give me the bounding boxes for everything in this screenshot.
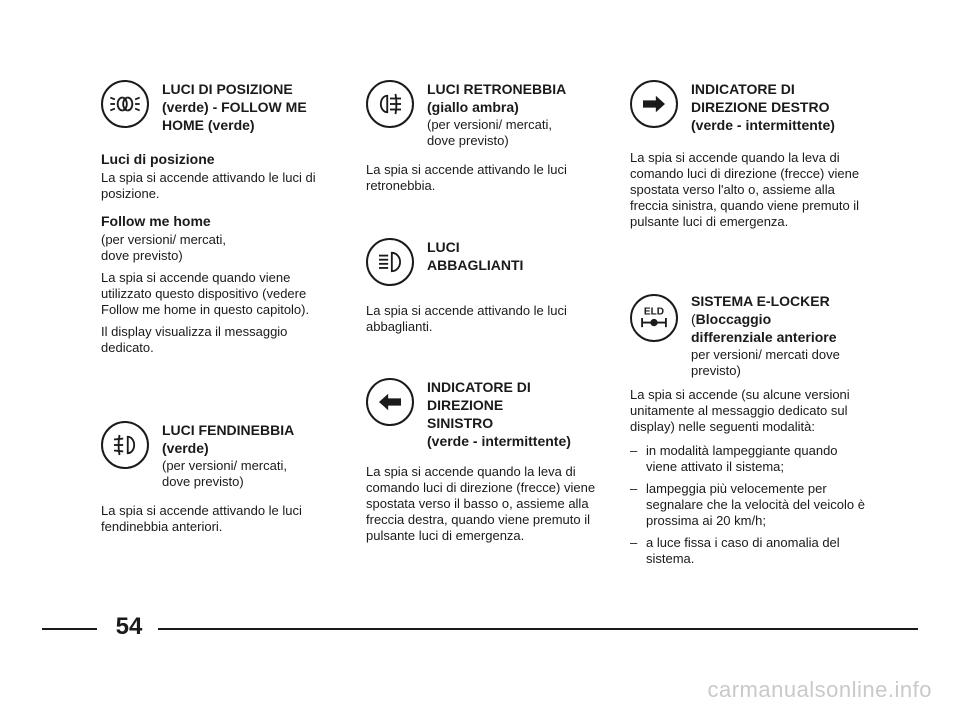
display-message-desc: Il display visualizza il messaggio dedicato. — [101, 324, 288, 355]
footer-rule-right — [158, 628, 918, 630]
page-number: 54 — [115, 613, 143, 640]
rear-fog-note: (per versioni/ mercati, dove previsto) — [427, 117, 552, 148]
elocker-note: per versioni/ mercati dove previsto) — [691, 347, 840, 378]
follow-me-home-subhead: Follow me home — [101, 213, 211, 229]
elocker-desc — [630, 387, 870, 573]
left-indicator-title: INDICATORE DI DIREZIONE SINISTRO (verde - intermittente) — [427, 379, 571, 449]
high-beam-icon — [366, 238, 414, 286]
position-lights-text — [101, 150, 341, 362]
elocker-intro: La spia si accende (su alcune versioni unitamente al messaggio dedicato sul display) nelle seguenti modalità: — [630, 387, 850, 434]
follow-me-note: (per versioni/ mercati, dove previsto) — [101, 232, 226, 263]
position-lights-desc: La spia si accende attivando le luci di posizione. — [101, 170, 316, 201]
high-beam-title: LUCI ABBAGLIANTI — [427, 239, 524, 273]
list-item: – in modalità lampeggiante quando viene attivato il sistema; — [630, 443, 870, 475]
high-beam-desc: La spia si accende attivando le luci abbaglianti. — [366, 303, 567, 334]
left-indicator-desc: La spia si accende quando la leva di comando luci di direzione (frecce) viene spostata verso il basso o, assieme alla freccia destra, quando viene premuto il pulsante luci di emergenza. — [366, 464, 596, 543]
list-item: – a luce fissa i caso di anomalia del sistema. — [630, 535, 870, 567]
right-arrow-icon — [630, 80, 678, 128]
position-lights-subhead: Luci di posizione — [101, 151, 215, 167]
fog-lights-note: (per versioni/ mercati, dove previsto) — [162, 458, 287, 489]
right-indicator-title: INDICATORE DI DIREZIONE DESTRO (verde - intermittente) — [691, 81, 835, 133]
rear-fog-title: LUCI RETRONEBBIA (giallo ambra) — [427, 81, 567, 115]
rear-fog-desc: La spia si accende attivando le luci retronebbia. — [366, 162, 567, 193]
watermark: carmanualsonline.info — [707, 677, 932, 702]
elocker-icon — [630, 294, 678, 342]
front-fog-lights-icon — [101, 421, 149, 469]
fog-lights-desc: La spia si accende attivando le luci fendinebbia anteriori. — [101, 503, 302, 534]
footer-rule-left — [42, 628, 97, 630]
position-lights-icon — [101, 80, 149, 128]
elocker-modes-list — [630, 443, 870, 567]
left-arrow-icon — [366, 378, 414, 426]
right-indicator-desc: La spia si accende quando la leva di comando luci di direzione (frecce) viene spostata verso l'alto o, assieme alla freccia sinistra, quando viene premuto il pulsante luci di emergenza. — [630, 150, 860, 229]
follow-me-desc: La spia si accende quando viene utilizzato questo dispositivo (vedere Follow me home in questo capitolo). — [101, 270, 310, 317]
position-lights-title: LUCI DI POSIZIONE (verde) - FOLLOW ME HOME (verde) — [162, 81, 307, 133]
rear-fog-light-icon — [366, 80, 414, 128]
list-item: – lampeggia più velocemente per segnalare che la velocità del veicolo è prossima ai 20 km/h; — [630, 481, 870, 529]
fog-lights-title: LUCI FENDINEBBIA (verde) — [162, 422, 295, 456]
elocker-icon-text: ELD — [643, 306, 665, 318]
elocker-title: SISTEMA E-LOCKER (Bloccaggio differenziale anteriore — [691, 293, 837, 345]
